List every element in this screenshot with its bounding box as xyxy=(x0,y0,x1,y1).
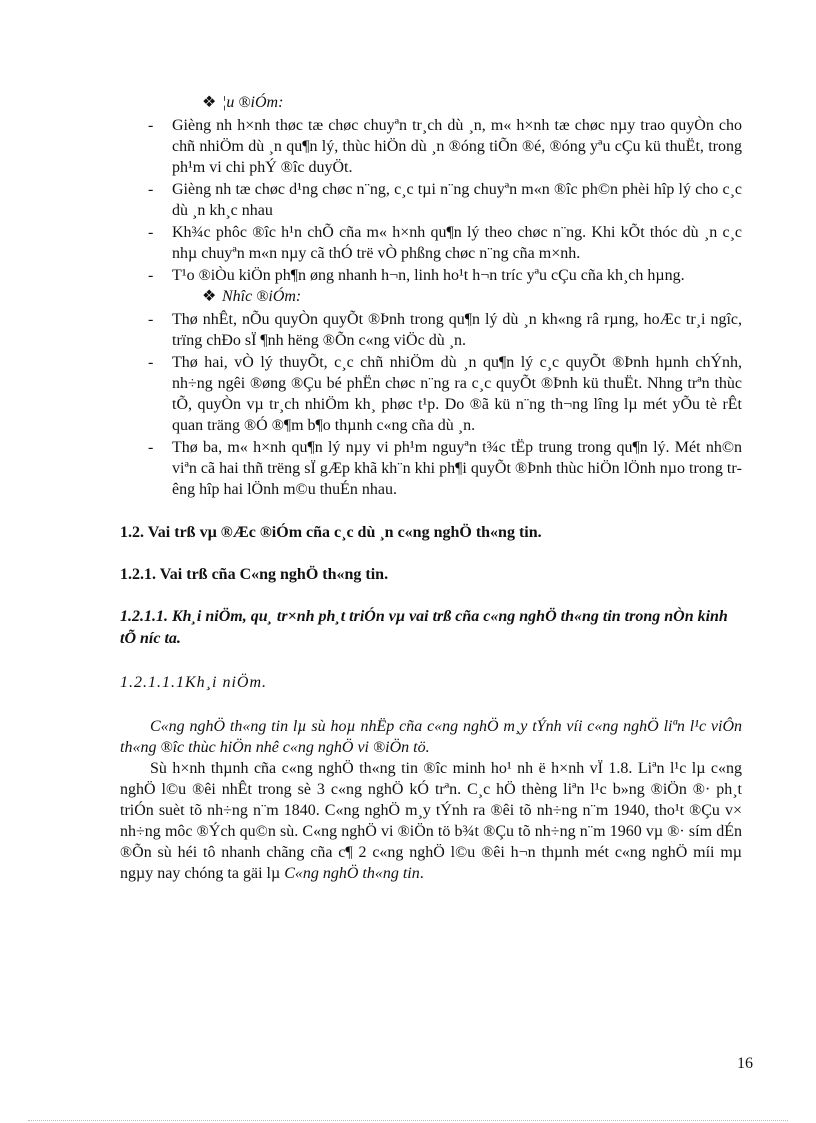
disadvantages-heading-text: Nhîc ®iÓm: xyxy=(222,288,302,305)
dash-bullet-icon: - xyxy=(148,267,154,284)
text-column xyxy=(120,93,742,884)
list-item xyxy=(120,352,742,436)
body-paragraph-end: . xyxy=(419,865,424,882)
list-item-text: Thø hai, vÒ lý thuyÕt, c¸c chñ nhiÖm dù ¸n qu¶n lý c¸c quyÕt ®Þnh hµnh chÝnh, nh÷ng ngêi ®øng ®Çu bé phËn chøc n¨ng ra c¸c quyÕt ®Þnh kü thuËt. Nhng trªn thùc tÕ, quyÒn vµ tr¸ch nhiÖm kh¸ phøc t¹p. Do ®ã kü n¨ng th¬ng lîng lµ mét yÕu tè rÊt quan träng ®Ó ®¶m b¶o thµnh c«ng cña dù ¸n. xyxy=(172,354,742,434)
list-item-text: T¹o ®iÒu kiÖn ph¶n øng nhanh h¬n, linh ho¹t h¬n tríc yªu cÇu cña kh¸ch hµng. xyxy=(172,267,685,284)
advantages-heading-text: ¦u ®iÓm: xyxy=(222,94,284,111)
page-number: 16 xyxy=(737,1055,753,1072)
diamond-bullet-icon: ❖ xyxy=(202,94,217,111)
dash-bullet-icon: - xyxy=(148,181,154,198)
list-item-text: Gièng nh tæ chøc d¹ng chøc n¨ng, c¸c tµi n¨ng chuyªn m«n ®îc ph©n phèi hîp lý cho c¸c dù ¸n kh¸c nhau xyxy=(172,181,742,219)
section-heading-1-2-1: 1.2.1. Vai trß cña C«ng nghÖ th«ng tin. xyxy=(120,566,389,583)
dash-bullet-icon: - xyxy=(148,354,154,371)
list-item-text: Thø ba, m« h×nh qu¶n lý nµy vi ph¹m nguyªn t¾c tËp trung trong qu¶n lý. Mét nh©n viªn cã hai thñ trëng sÏ gÆp khã kh¨n khi ph¶i quyÕt ®Þnh thùc hiÖn lÖnh nµo trong trêng hîp hai lÖnh m©u thuÉn nhau. xyxy=(172,439,742,498)
list-item xyxy=(120,115,742,178)
list-item xyxy=(120,309,742,351)
list-item xyxy=(120,222,742,264)
dash-bullet-icon: - xyxy=(148,224,154,241)
section-heading-1-2-1-1: 1.2.1.1. Kh¸i niÖm, qu¸ tr×nh ph¸t triÓn vµ vai trß cña c«ng nghÖ th«ng tin trong nÒn kinh tÕ níc ta. xyxy=(120,608,728,647)
diamond-bullet-icon: ❖ xyxy=(202,288,217,305)
disadvantages-list xyxy=(120,309,742,500)
body-paragraph xyxy=(120,758,742,884)
list-item-text: Thø nhÊt, nÕu quyÒn quyÕt ®Þnh trong qu¶n lý dù ¸n kh«ng râ rµng, hoÆc tr¸i ngîc, trïng chÐo sÏ ¶nh hëng ®Õn c«ng viÖc dù ¸n. xyxy=(172,311,742,349)
section-heading-1-2-1-1-1: 1.2.1.1.1Kh¸i niÖm. xyxy=(120,674,267,691)
dash-bullet-icon: - xyxy=(148,117,154,134)
dash-bullet-icon: - xyxy=(148,439,154,456)
disadvantages-heading xyxy=(202,287,742,307)
list-item xyxy=(120,437,742,500)
body-paragraph-text: Sù h×nh thµnh cña c«ng nghÖ th«ng tin ®îc minh ho¹ nh ë h×nh vÏ 1.8. Liªn l¹c lµ c«ng nghÖ l©u ®êi nhÊt trong sè 3 c«ng nghÖ kÓ trªn. C¸c hÖ thèng liªn l¹c b»ng ®iÖn ®· ph¸t triÓn suèt tõ nh÷ng n¨m 1840. C«ng nghÖ m¸y tÝnh ra ®êi tõ nh÷ng n¨m 1940, tho¹t ®Çu v× nh÷ng môc ®Ých qu©n sù. C«ng nghÖ vi ®iÖn tö b¾t ®Çu tõ nh÷ng n¨m 1960 vµ ®· sím dÉn ®Õn sù héi tô nhanh chãng cña c¶ 2 c«ng nghÖ l©u ®êi h¬n thµnh mét c«ng nghÖ míi mµ ngµy nay chóng ta gäi lµ xyxy=(120,760,742,882)
list-item-text: Kh¾c phôc ®îc h¹n chÕ cña m« h×nh qu¶n lý theo chøc n¨ng. Khi kÕt thóc dù ¸n c¸c nhµ chuyªn m«n nµy cã thÓ trë vÒ phßng chøc n¨ng cña m×nh. xyxy=(172,224,742,262)
list-item xyxy=(120,265,742,286)
list-item-text: Gièng nh h×nh thøc tæ chøc chuyªn tr¸ch dù ¸n, m« h×nh tæ chøc nµy trao quyÒn cho chñ nhiÖm dù ¸n qu¶n lý, thùc hiÖn dù ¸n ®óng tiÕn ®é, ®óng yªu cÇu kü thuËt, trong ph¹m vi chi phÝ ®îc duyÖt. xyxy=(172,117,742,176)
advantages-heading xyxy=(202,93,742,113)
footer-divider xyxy=(28,1120,788,1121)
definition-paragraph: C«ng nghÖ th«ng tin lµ sù hoµ nhËp cña c«ng nghÖ m¸y tÝnh víi c«ng nghÖ liªn l¹c viÔn th«ng ®îc thùc hiÖn nhê c«ng nghÖ vi ®iÖn tö. xyxy=(120,718,742,756)
body-paragraph-emphasis: C«ng nghÖ th«ng tin xyxy=(284,865,420,882)
section-heading-1-2: 1.2. Vai trß vµ ®Æc ®iÓm cña c¸c dù ¸n c«ng nghÖ th«ng tin. xyxy=(120,524,542,541)
advantages-list xyxy=(120,115,742,286)
dash-bullet-icon: - xyxy=(148,311,154,328)
list-item xyxy=(120,179,742,221)
